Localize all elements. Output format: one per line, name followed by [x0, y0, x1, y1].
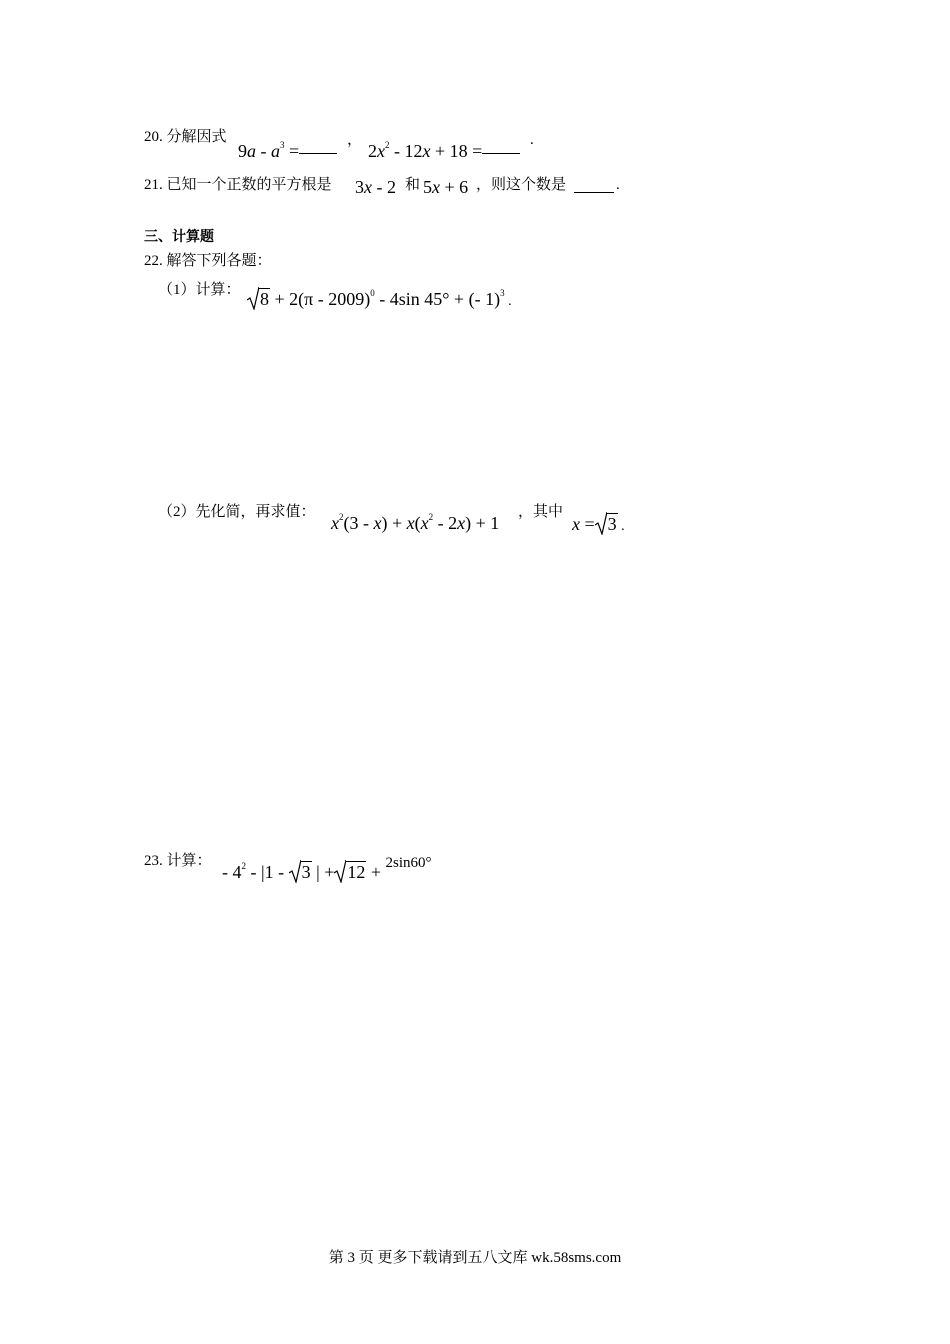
page-footer: 第 3 页 更多下载请到五八文库 wk.58sms.com: [328, 1250, 622, 1266]
sqrt-symbol: 3: [595, 513, 618, 535]
q22-part2-expression: $x^2(3 - x) + x(x^2 - 2x) + 1$: [331, 512, 500, 533]
q20-label: 20. 分解因式: [144, 129, 227, 145]
q21-answer-blank[interactable]: [574, 180, 614, 193]
q22-part1-label: （1）计算：: [158, 282, 241, 298]
q21-expression-1: 3x - 2: [355, 177, 396, 197]
sqrt-symbol: 8: [247, 288, 270, 310]
q20-period: .: [530, 132, 534, 148]
q20-expression-1: $9a - a^3$ =: [238, 140, 337, 162]
q20-expression-2: $2x^2 - 12x + 18$ =: [368, 140, 520, 162]
q22-part2-condition: x = 3 .: [572, 514, 625, 534]
sqrt-symbol: 3: [289, 861, 312, 883]
sqrt-symbol: 12: [334, 861, 366, 883]
q20-answer-blank-1[interactable]: [299, 141, 337, 154]
q22-part2-where: ，其中: [518, 504, 564, 520]
q20-comma: ，: [347, 132, 363, 148]
q23-expression: - $4^2 - |1$ - 3 | + 12 + $^{2sin60^\circ}$: [222, 855, 432, 882]
q21-suffix: ，则这个数是: [476, 177, 567, 193]
q22-label: 22. 解答下列各题：: [144, 253, 272, 269]
q21-and: 和: [405, 177, 421, 193]
q21-expression-2: 5x + 6: [423, 177, 469, 197]
q23-label: 23. 计算：: [144, 853, 212, 869]
q22-part2-label: （2）先化简，再求值：: [158, 504, 316, 520]
q20-answer-blank-2[interactable]: [482, 141, 520, 154]
q21-prefix: 21. 已知一个正数的平方根是: [144, 177, 332, 193]
q21-period: .: [616, 177, 620, 193]
q22-part1-expression: 8 + 2(π - 2009)$^0$ - 4sin 45° + (- 1)$^3$ .: [247, 288, 512, 313]
section-heading: 三、计算题: [144, 229, 214, 245]
